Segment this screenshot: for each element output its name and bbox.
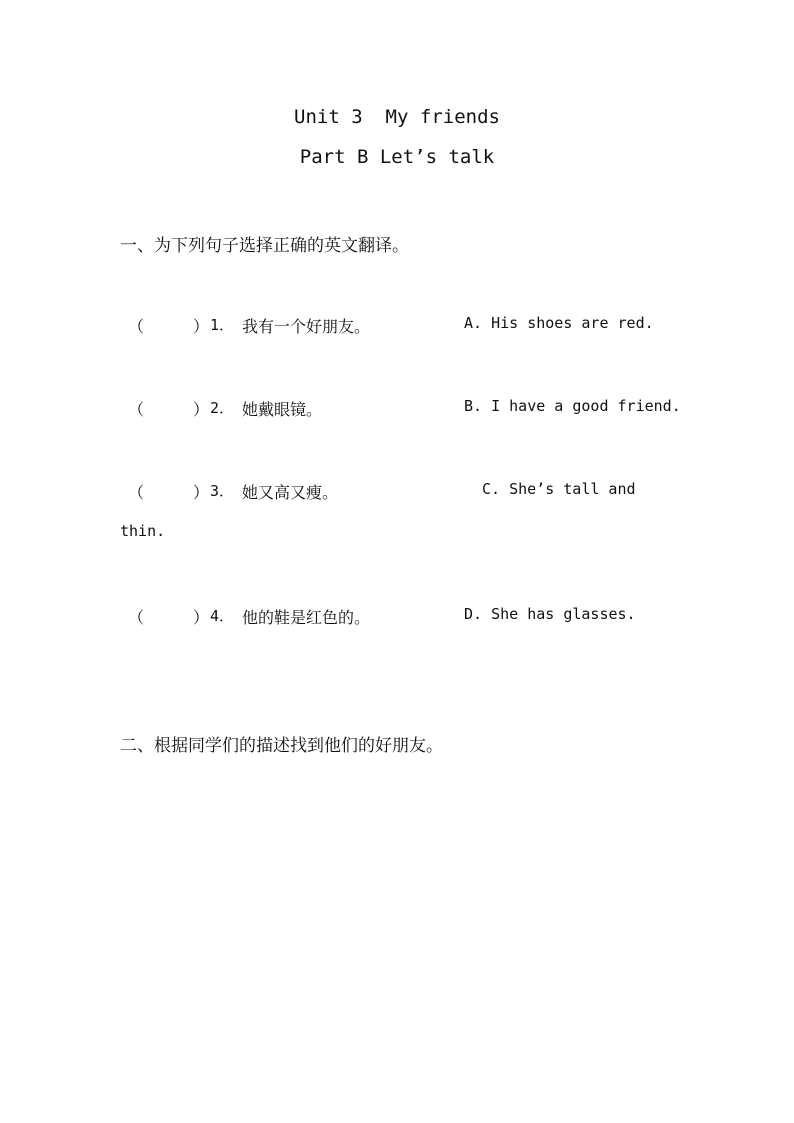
question-number: 3． [210, 482, 235, 500]
question-row-2 [120, 397, 720, 421]
question-chinese: 她戴眼镜。 [242, 400, 323, 419]
question-chinese: 我有一个好朋友。 [242, 317, 371, 336]
answer-bracket-open: （ [128, 317, 145, 336]
question-chinese: 她又高又瘦。 [242, 483, 339, 502]
option-english: D. She has glasses. [464, 605, 636, 623]
section2-heading: 二、根据同学们的描述找到他们的好朋友。 [120, 736, 443, 756]
question-row-1 [120, 314, 720, 338]
page-subtitle: Part B Let’s talk [299, 146, 495, 168]
page-title: Unit 3 My friends [294, 106, 500, 128]
question-row-4 [120, 605, 720, 629]
answer-bracket-open: （ [128, 483, 145, 502]
question-number: 4． [210, 607, 235, 625]
answer-bracket-close: ） [193, 608, 210, 627]
section1-heading: 一、为下列句子选择正确的英文翻译。 [120, 236, 409, 256]
answer-bracket-close: ） [193, 483, 210, 502]
option-english: C. She’s tall and [482, 480, 636, 498]
question-number: 2． [210, 399, 235, 417]
answer-bracket-open: （ [128, 400, 145, 419]
answer-bracket-open: （ [128, 608, 145, 627]
answer-bracket-close: ） [193, 400, 210, 419]
answer-bracket-close: ） [193, 317, 210, 336]
question-row-3 [120, 480, 720, 504]
question-chinese: 他的鞋是红色的。 [242, 608, 371, 627]
question-number: 1． [210, 316, 235, 334]
option-english: A. His shoes are red. [464, 314, 654, 332]
option-english-continuation: thin. [120, 522, 166, 540]
option-english: B. I have a good friend. [464, 397, 681, 415]
